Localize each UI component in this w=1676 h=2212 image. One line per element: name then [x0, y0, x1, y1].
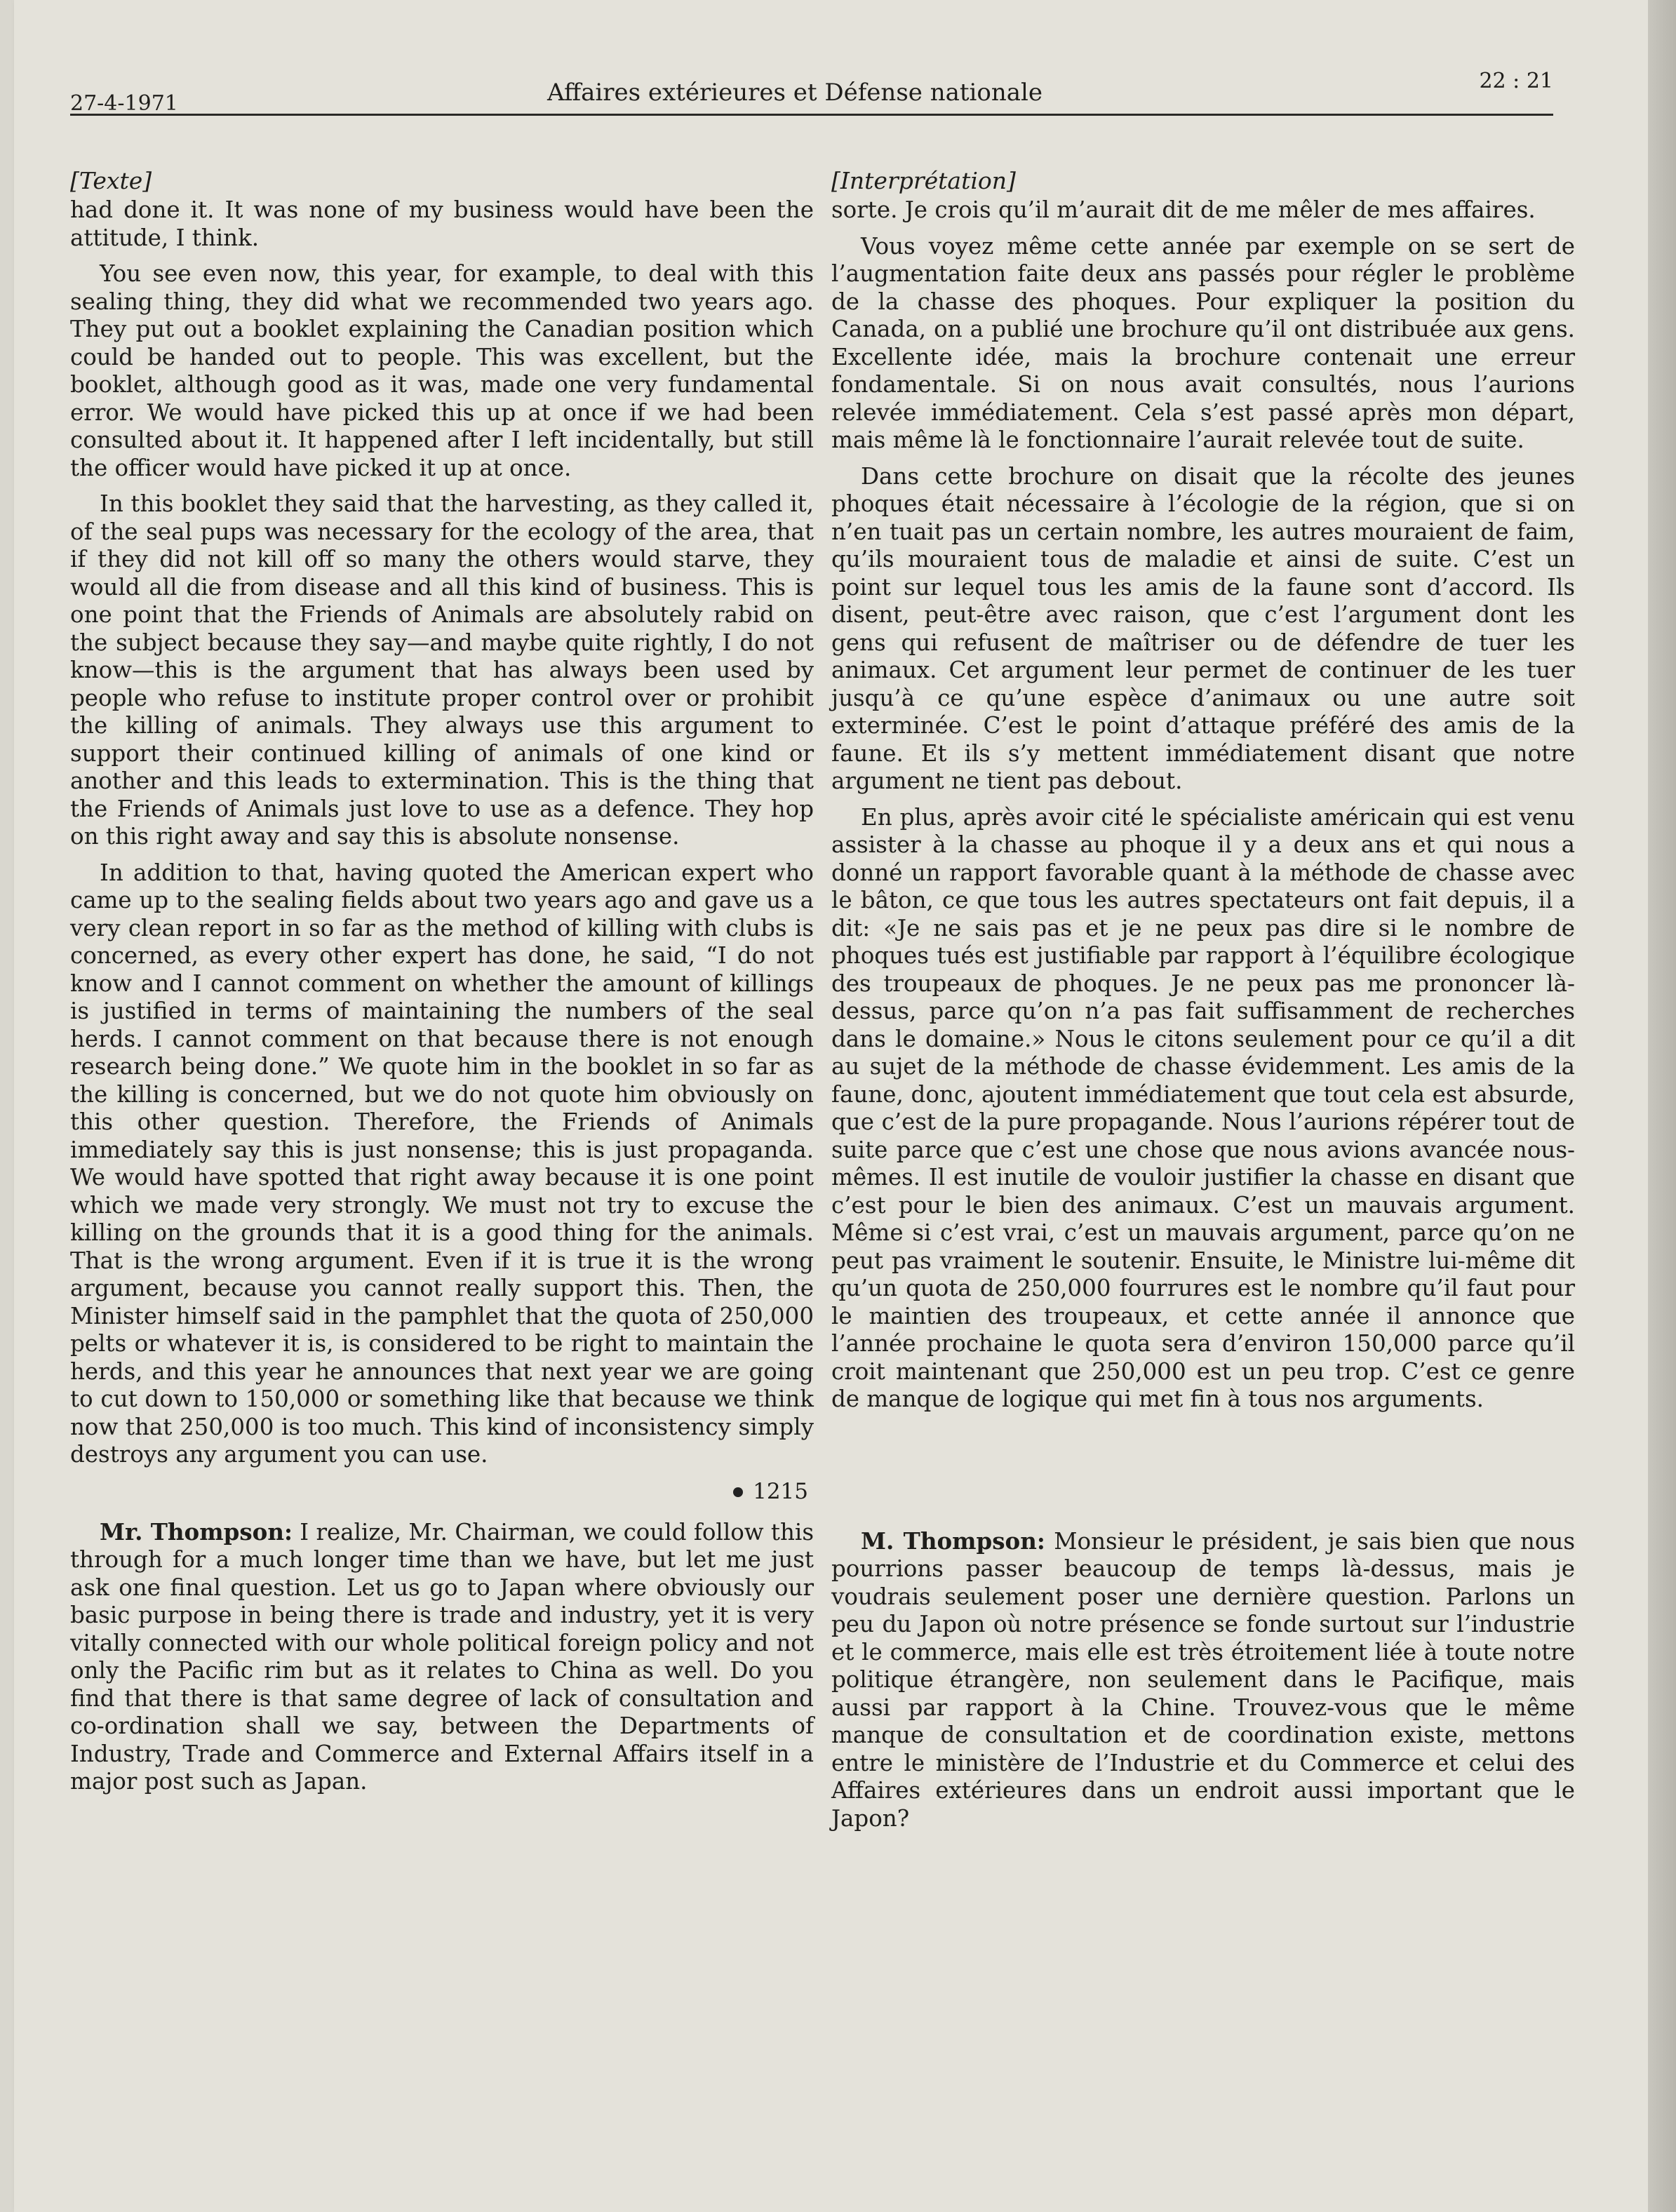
paragraph: had done it. It was none of my business would have been the attitude, I think. — [70, 196, 814, 251]
paragraph: En plus, après avoir cité le spécialiste américain qui est venu assister à la chasse au phoque il y a deux ans et qui nous a donné un rapport favorable quant à la méthode de chasse avec le bâton, ce que tous les autres spectateurs ont fait depuis, il a dit: «Je ne sais pas et je ne peux pas dire si le nombre de phoques tués est justifiable par rapport à l’équilibre écologique des troupeaux de phoques. Je ne peux pas me prononcer là-dessus, parce qu’on n’a pas fait suffisamment de recherches dans le domaine.» Nous le citons seulement pour ce qu’il a dit au sujet de la méthode de chasse évidemment. Les amis de la faune, donc, ajoutent immédiatement que tout cela est absurde, que c’est de la pure propagande. Nous l’aurions répérer tout de suite parce que c’est une chose que nous avions avancée nous-mêmes. Il est inutile de vouloir justifier la chasse en disant que c’est pour le bien des animaux. C’est un mauvais argument. Même si c’est vrai, c’est un mauvais argument, parce qu’on ne peut pas vraiment le soutenir. Ensuite, le Ministre lui-même dit qu’un quota de 250,000 fourrures est le nombre qu’il faut pour le maintien des troupeaux, et cette année il annonce que l’année prochaine le quota sera d’environ 150,000 parce qu’il croit maintenant que 250,000 est un peu trop. C’est ce genre de manque de logique qui met fin à tous nos arguments. — [831, 803, 1575, 1412]
question-paragraph — [831, 1527, 1575, 1833]
paragraph: sorte. Je crois qu’il m’aurait dit de me mêler de mes affaires. — [831, 196, 1536, 223]
question-text: I realize, Mr. Chairman, we could follow this through for a much longer time than we have, but let me just ask one final question. Let us go to Japan where obviously our basic purpose in being there is trade and industry, yet it is very vitally connected with our whole political foreign policy and not only the Pacific rim but as it relates to China as well. Do you find that there is that same degree of lack of consultation and co-ordination shall we say, between the Departments of Industry, Trade and Commerce and External Affairs itself in a major post such as Japan. — [70, 1518, 814, 1795]
speaker-name: M. Thompson: — [861, 1527, 1045, 1555]
english-column — [70, 167, 814, 1804]
column-heading: [Interprétation] — [831, 167, 1016, 194]
bullet-dot-icon — [733, 1487, 743, 1497]
paragraph: In this booklet they said that the harvesting, as they called it, of the seal pups was necessary for the ecology of the area, that if they did not kill off so many the others would starve, they would all die from disease and all this kind of business. This is one point that the Friends of Animals are absolutely rabid on the subject because they say—and maybe quite rightly, I do not know—this is the argument that has always been used by people who refuse to institute proper control over or prohibit the killing of animals. They always use this argument to support their continued killing of animals of one kind or another and this leads to extermination. This is the thing that the Friends of Animals just love to use as a defence. They hop on this right away and say this is absolute nonsense. — [70, 490, 814, 850]
paragraph: Dans cette brochure on disait que la récolte des jeunes phoques était nécessaire à l’écologie de la région, que si on n’en tuait pas un certain nombre, les autres mouraient de faim, qu’ils mouraient tous de maladie et ainsi de suite. C’est un point sur lequel tous les amis de la faune sont d’accord. Ils disent, peut-être avec raison, que c’est l’argument dont les gens qui refusent de maîtriser ou de défendre de tuer les animaux. Cet argument leur permet de continuer de les tuer jusqu’à ce qu’une espèce d’animaux ou une autre soit exterminée. C’est le point d’attaque préféré des amis de la faune. Et ils s’y mettent immédiatement disant que notre argument ne tient pas debout. — [831, 462, 1575, 794]
column-heading: [Texte] — [70, 167, 152, 194]
paragraph: In addition to that, having quoted the American expert who came up to the sealing fields about two years ago and gave us a very clean report in so far as the method of killing with clubs is concerned, as every other expert has done, he said, “I do not know and I cannot comment on whether the amount of killings is justified in terms of maintaining the numbers of the seal herds. I cannot comment on that because there is not enough research being done.” We quote him in the booklet in so far as the killing is concerned, but we do not quote him obviously on this other question. Therefore, the Friends of Animals immediately say this is just nonsense; this is just propaganda. We would have spotted that right away because it is one point which we made very strongly. We must not try to excuse the killing on the grounds that it is a good thing for the animals. That is the wrong argument. Even if it is true it is the wrong argument, because you cannot really support this. Then, the Minister himself said in the pamphlet that the quota of 250,000 pelts or whatever it is, is considered to be right to maintain the herds, and this year he announces that next year we are going to cut down to 150,000 or something like that because we think now that 250,000 is too much. This kind of inconsistency simply destroys any argument you can use. — [70, 859, 814, 1468]
column-spacer — [831, 1422, 1575, 1527]
page-edge — [1648, 0, 1676, 2212]
question-paragraph — [70, 1518, 814, 1796]
header-title: Affaires extérieures et Défense nationale — [547, 79, 1043, 107]
french-column — [831, 167, 1575, 1841]
question-text: Monsieur le président, je sais bien que nous pourrions passer beaucoup de temps là-dessus, mais je voudrais seulement poser une dernière question. Parlons un peu du Japon où notre présence se fonde surtout sur l’industrie et le commerce, mais elle est très étroitement liée à toute notre politique étrangère, non seulement dans le Pacifique, mais aussi par rapport à la Chine. Trouvez-vous que le même manque de consultation et de coordination existe, mettons entre le ministère de l’Industrie et du Commerce et celui des Affaires extérieures dans un endroit aussi important que le Japon? — [831, 1527, 1575, 1832]
paragraph: You see even now, this year, for example, to deal with this sealing thing, they did what we recommended two years ago. They put out a booklet explaining the Canadian position which could be handed out to people. This was excellent, but the booklet, although good as it was, made one very fundamental error. We would have picked this up at once if we had been consulted about it. It happened after I left incidentally, but still the officer would have picked it up at once. — [70, 260, 814, 481]
speaker-name: Mr. Thompson: — [100, 1517, 293, 1546]
header-page-number: 22 : 21 — [1479, 69, 1553, 93]
header-date: 27-4-1971 — [70, 91, 178, 116]
time-marker — [70, 1477, 808, 1506]
paragraph: Vous voyez même cette année par exemple on se sert de l’augmentation faite deux ans passés pour régler le problème de la chasse des phoques. Pour expliquer la position du Canada, on a publié une brochure qu’il ont distribuée aux gens. Excellente idée, mais la brochure contenait une erreur fondamentale. Si on nous avait consultés, nous l’aurions relevée immédiatement. Cela s’est passé après mon départ, mais même là le fonctionnaire l’aurait relevée tout de suite. — [831, 232, 1575, 453]
time-marker-label: 1215 — [753, 1478, 808, 1504]
page-header — [70, 65, 1553, 116]
